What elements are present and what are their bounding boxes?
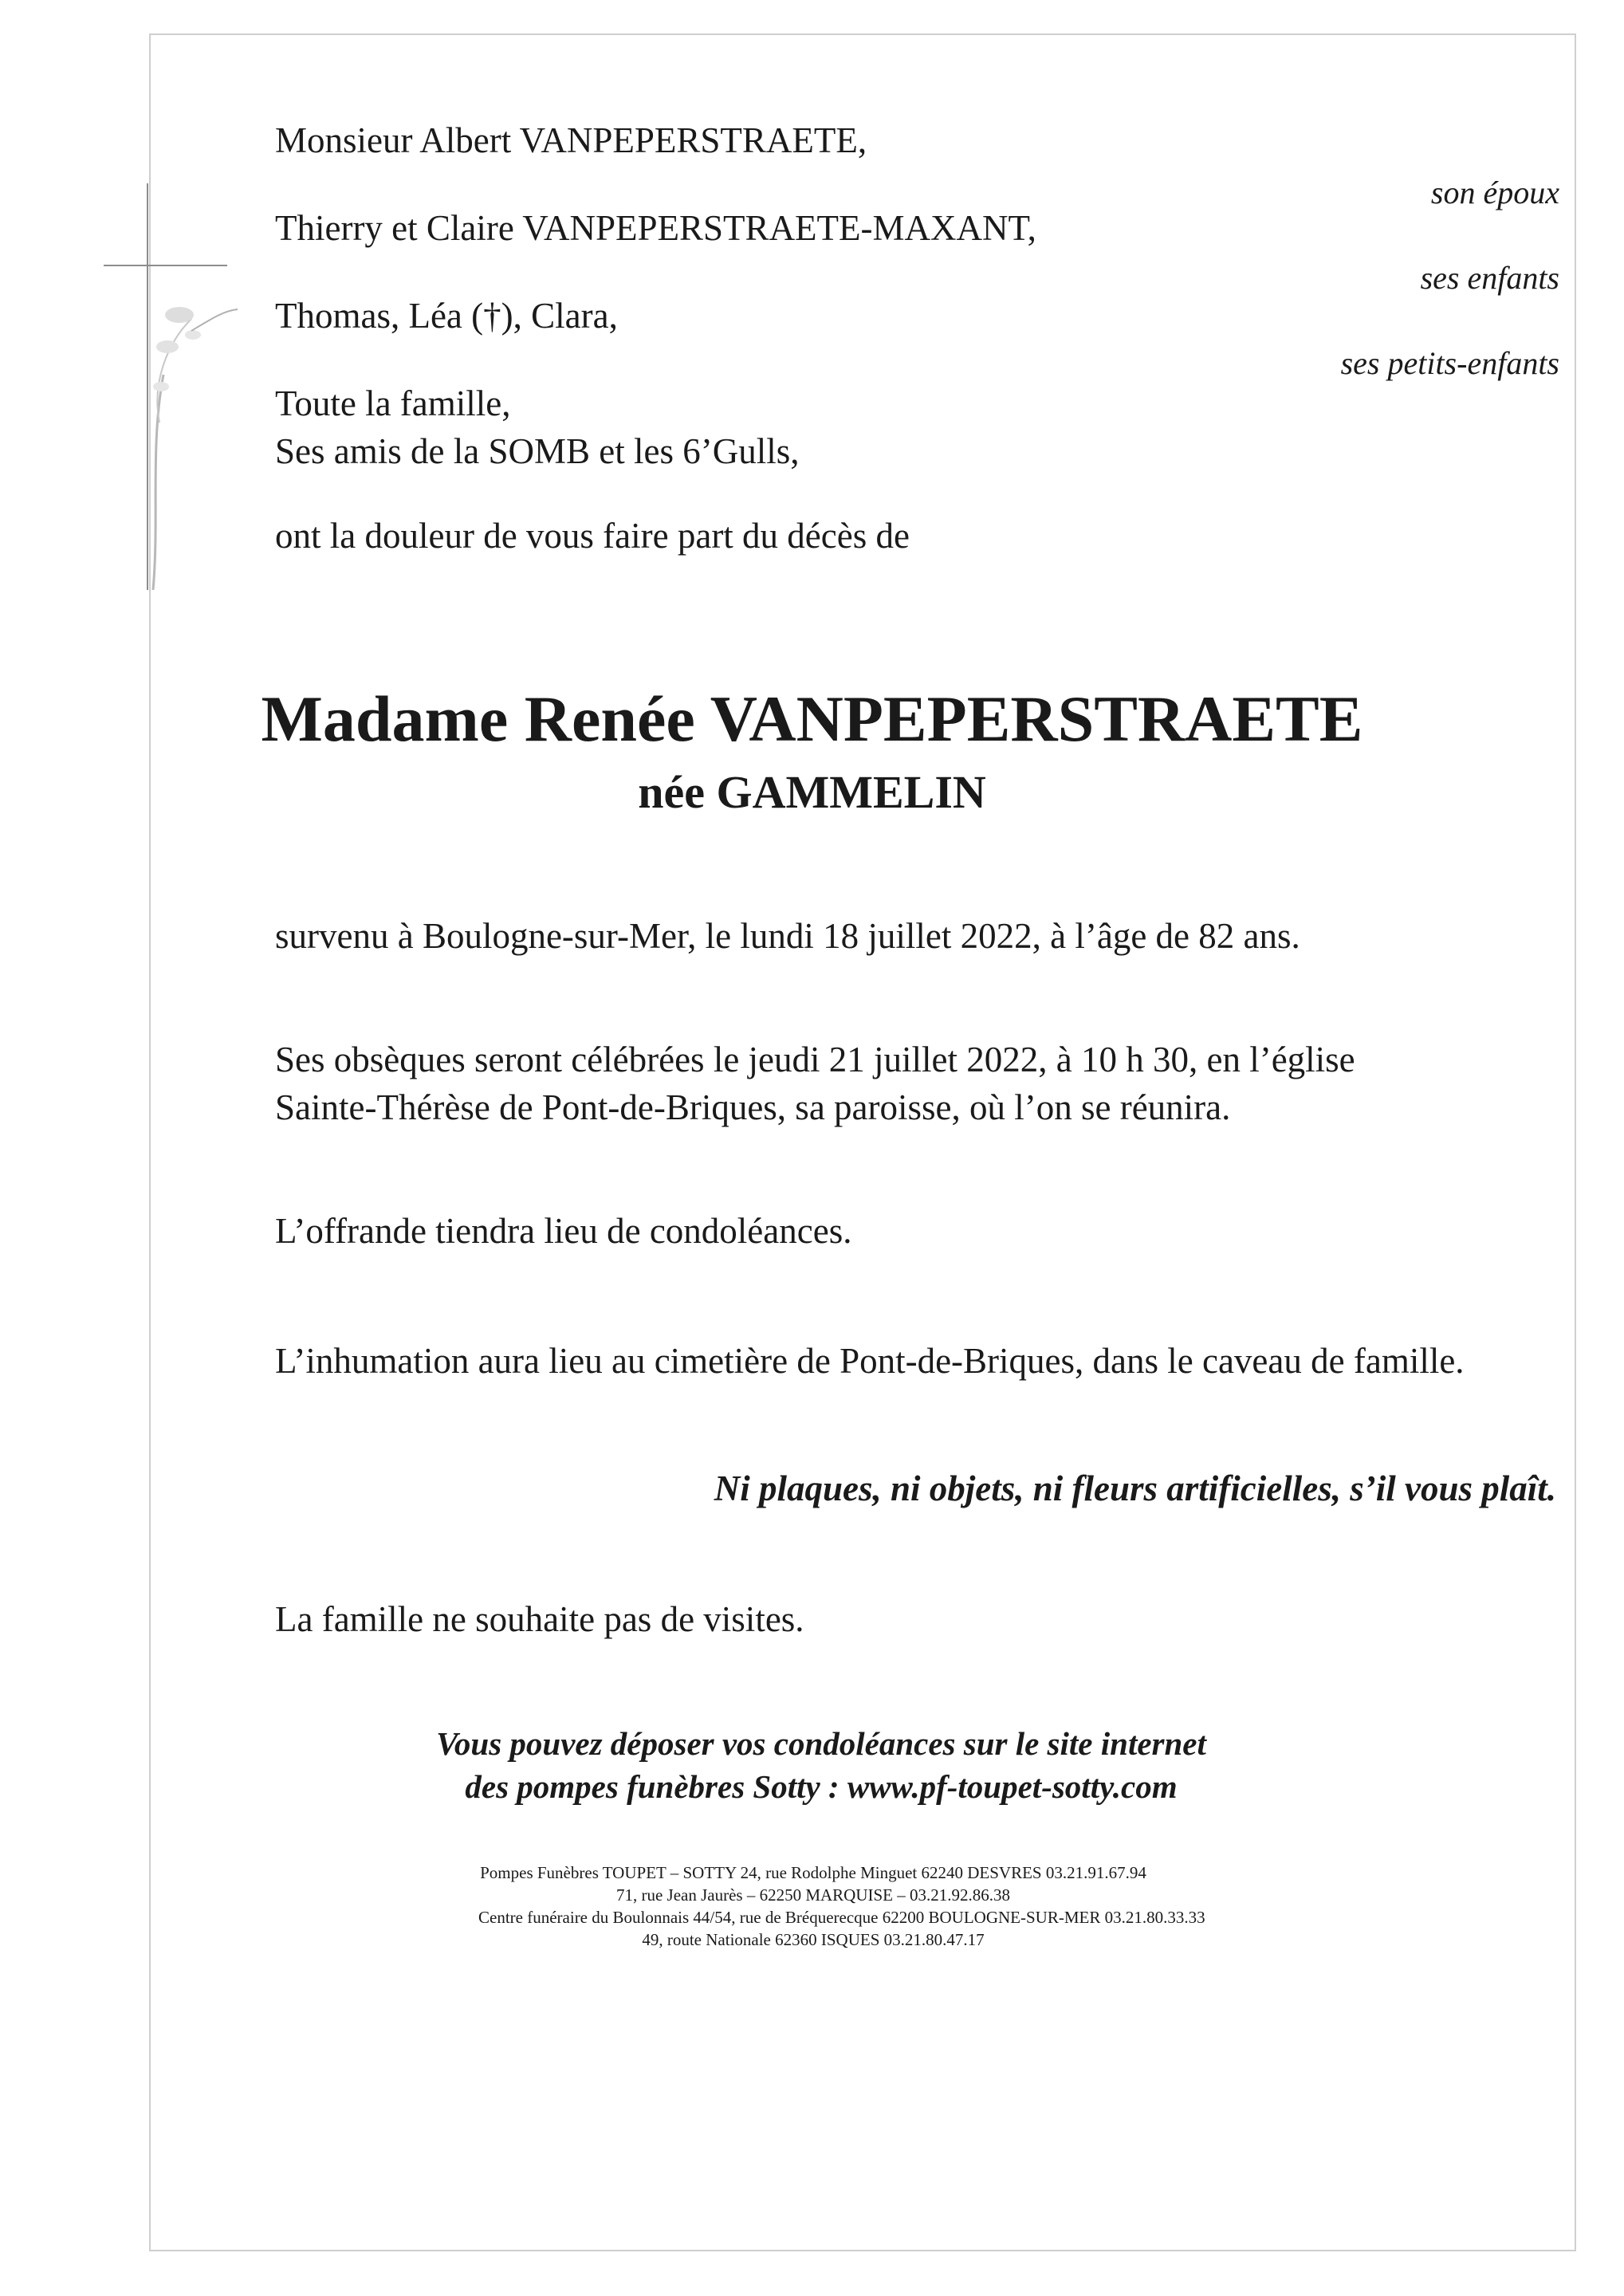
funeral-home-footer bbox=[478, 1862, 1205, 1951]
burial-note: L’inhumation aura lieu au cimetière de Pont-de-Briques, dans le caveau de famille. bbox=[275, 1341, 1465, 1381]
footer-line-3: Centre funéraire du Boulonnais 44/54, rue de Bréquerecque 62200 BOULOGNE-SUR-MER 03.21.80.33.33 bbox=[478, 1908, 1205, 1927]
funeral-line-1: Ses obsèques seront célébrées le jeudi 21 juillet 2022, à 10 h 30, en l’église bbox=[275, 1040, 1355, 1079]
family-children: Thierry et Claire VANPEPERSTRAETE-MAXANT, bbox=[275, 208, 1036, 248]
website-notice bbox=[343, 1722, 1300, 1808]
footer-line-1: Pompes Funèbres TOUPET – SOTTY 24, rue Rodolphe Minguet 62240 DESVRES 03.21.91.67.94 bbox=[480, 1863, 1146, 1882]
offering-note: L’offrande tiendra lieu de condoléances. bbox=[275, 1211, 852, 1251]
family-friends: Ses amis de la SOMB et les 6’Gulls, bbox=[275, 431, 800, 471]
death-details: survenu à Boulogne-sur-Mer, le lundi 18 juillet 2022, à l’âge de 82 ans. bbox=[275, 916, 1300, 956]
footer-line-4: 49, route Nationale 62360 ISQUES 03.21.80.47.17 bbox=[642, 1930, 985, 1949]
funeral-line-2: Sainte-Thérèse de Pont-de-Briques, sa paroisse, où l’on se réunira. bbox=[275, 1087, 1231, 1127]
role-grandchildren: ses petits-enfants bbox=[1340, 345, 1559, 381]
deceased-maiden-name: née GAMMELIN bbox=[638, 766, 986, 818]
announce-text: ont la douleur de vous faire part du décès de bbox=[275, 516, 910, 556]
no-flowers-note: Ni plaques, ni objets, ni fleurs artificielles, s’il vous plaît. bbox=[714, 1468, 1556, 1508]
website-line-1: Vous pouvez déposer vos condoléances sur le site internet bbox=[436, 1725, 1206, 1762]
family-grandchildren: Thomas, Léa (†), Clara, bbox=[275, 296, 618, 336]
role-spouse: son époux bbox=[1430, 175, 1559, 210]
no-visits-note: La famille ne souhaite pas de visites. bbox=[275, 1599, 804, 1639]
role-children: ses enfants bbox=[1420, 260, 1559, 296]
family-all: Toute la famille, bbox=[275, 383, 511, 423]
deceased-name: Madame Renée VANPEPERSTRAETE bbox=[261, 682, 1363, 755]
family-spouse: Monsieur Albert VANPEPERSTRAETE, bbox=[275, 120, 867, 160]
website-line-2: des pompes funèbres Sotty : www.pf-toupet-sotty.com bbox=[465, 1768, 1178, 1805]
cross-with-flower-icon bbox=[104, 183, 239, 590]
footer-line-2: 71, rue Jean Jaurès – 62250 MARQUISE – 03.21.92.86.38 bbox=[615, 1885, 1011, 1905]
